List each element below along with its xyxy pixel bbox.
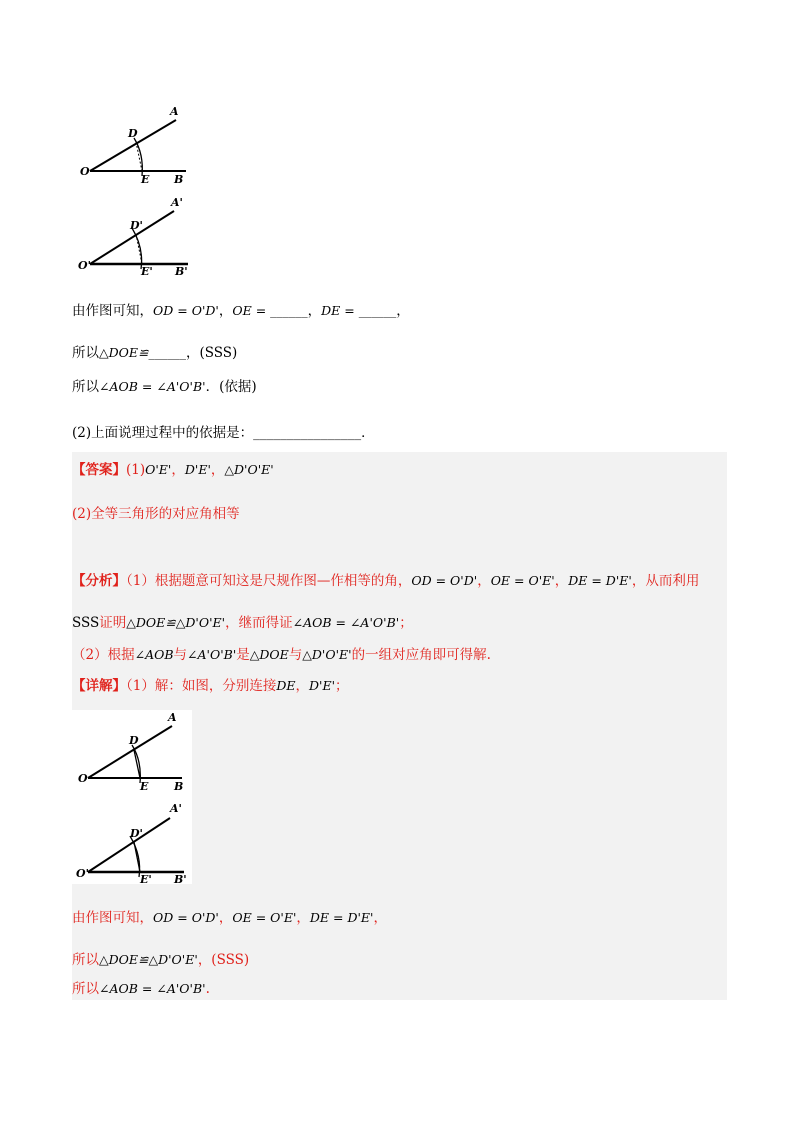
label-A-prime: A' (171, 196, 183, 209)
label-B: B (174, 173, 184, 186)
congruence-blank: △DOE≌______ (99, 345, 186, 360)
question-line-3: 所以∠AOB = ∠A'O'B'．(依据) (72, 379, 257, 395)
analysis-line-2: SSS证明△DOE≌△D'O'E'，继而得证∠AOB = ∠A'O'B'； (72, 615, 413, 631)
eq-od: OD = O'D' (153, 303, 219, 318)
answer-line-2: (2)全等三角形的对应角相等 (72, 506, 240, 522)
label-B-prime: B' (175, 265, 188, 278)
sol-label-A-prime: A' (170, 802, 182, 815)
detail-line-2: 由作图可知，OD = O'D'，OE = O'E'，DE = D'E'， (72, 910, 387, 926)
detail-line-4: 所以∠AOB = ∠A'O'B'. (72, 981, 210, 997)
sol-label-E: E (140, 780, 149, 793)
eq-de-blank: DE = ______ (321, 303, 397, 318)
sol-label-O-prime: O' (76, 867, 89, 880)
label-E: E (141, 173, 150, 186)
sol-label-B-prime: B' (174, 873, 187, 884)
angle-aob-figure (90, 120, 186, 176)
sol-label-A: A (168, 711, 177, 724)
label-E-prime: E' (141, 265, 153, 278)
analysis-line-1: 【分析】（1）根据题意可知这是尺规作图—作相等的角，OD = O'D'，OE = O'E'，DE = D'E'，从而利用 (72, 573, 700, 589)
sol-label-D: D (129, 734, 139, 747)
detail-label: 【详解】 (72, 678, 126, 694)
sol-label-O: O (78, 772, 88, 785)
label-D: D (128, 127, 138, 140)
question-part-2: (2)上面说理过程中的依据是：________________． (72, 425, 375, 441)
question-figure (74, 98, 204, 278)
solution-figure (74, 708, 194, 884)
eq-oe-blank: OE = ______ (232, 303, 308, 318)
angle-equality: ∠AOB = ∠A'O'B' (99, 379, 206, 394)
sol-label-E-prime: E' (140, 873, 152, 884)
label-O-prime: O' (78, 259, 91, 272)
answer-line-1: 【答案】(1)O'E'，D'E'，△D'O'E' (72, 462, 274, 478)
analysis-label: 【分析】 (72, 573, 126, 589)
question-line-1: 由作图可知，OD = O'D'，OE = ______，DE = ______， (72, 303, 410, 319)
label-A: A (170, 105, 179, 118)
detail-line-3: 所以△DOE≌△D'O'E'，(SSS) (72, 952, 250, 968)
label-O: O (80, 165, 90, 178)
detail-line-1: 【详解】（1）解：如图，分别连接DE，D'E'； (72, 678, 349, 694)
analysis-line-3: （2）根据∠AOB与∠A'O'B'是△DOE与△D'O'E'的一组对应角即可得解. (72, 647, 491, 663)
sol-label-B: B (174, 780, 184, 793)
sol-label-D-prime: D' (130, 827, 143, 840)
question-line-2: 所以△DOE≌______，(SSS) (72, 345, 238, 361)
answer-label: 【答案】 (72, 462, 126, 478)
label-D-prime: D' (130, 219, 143, 232)
